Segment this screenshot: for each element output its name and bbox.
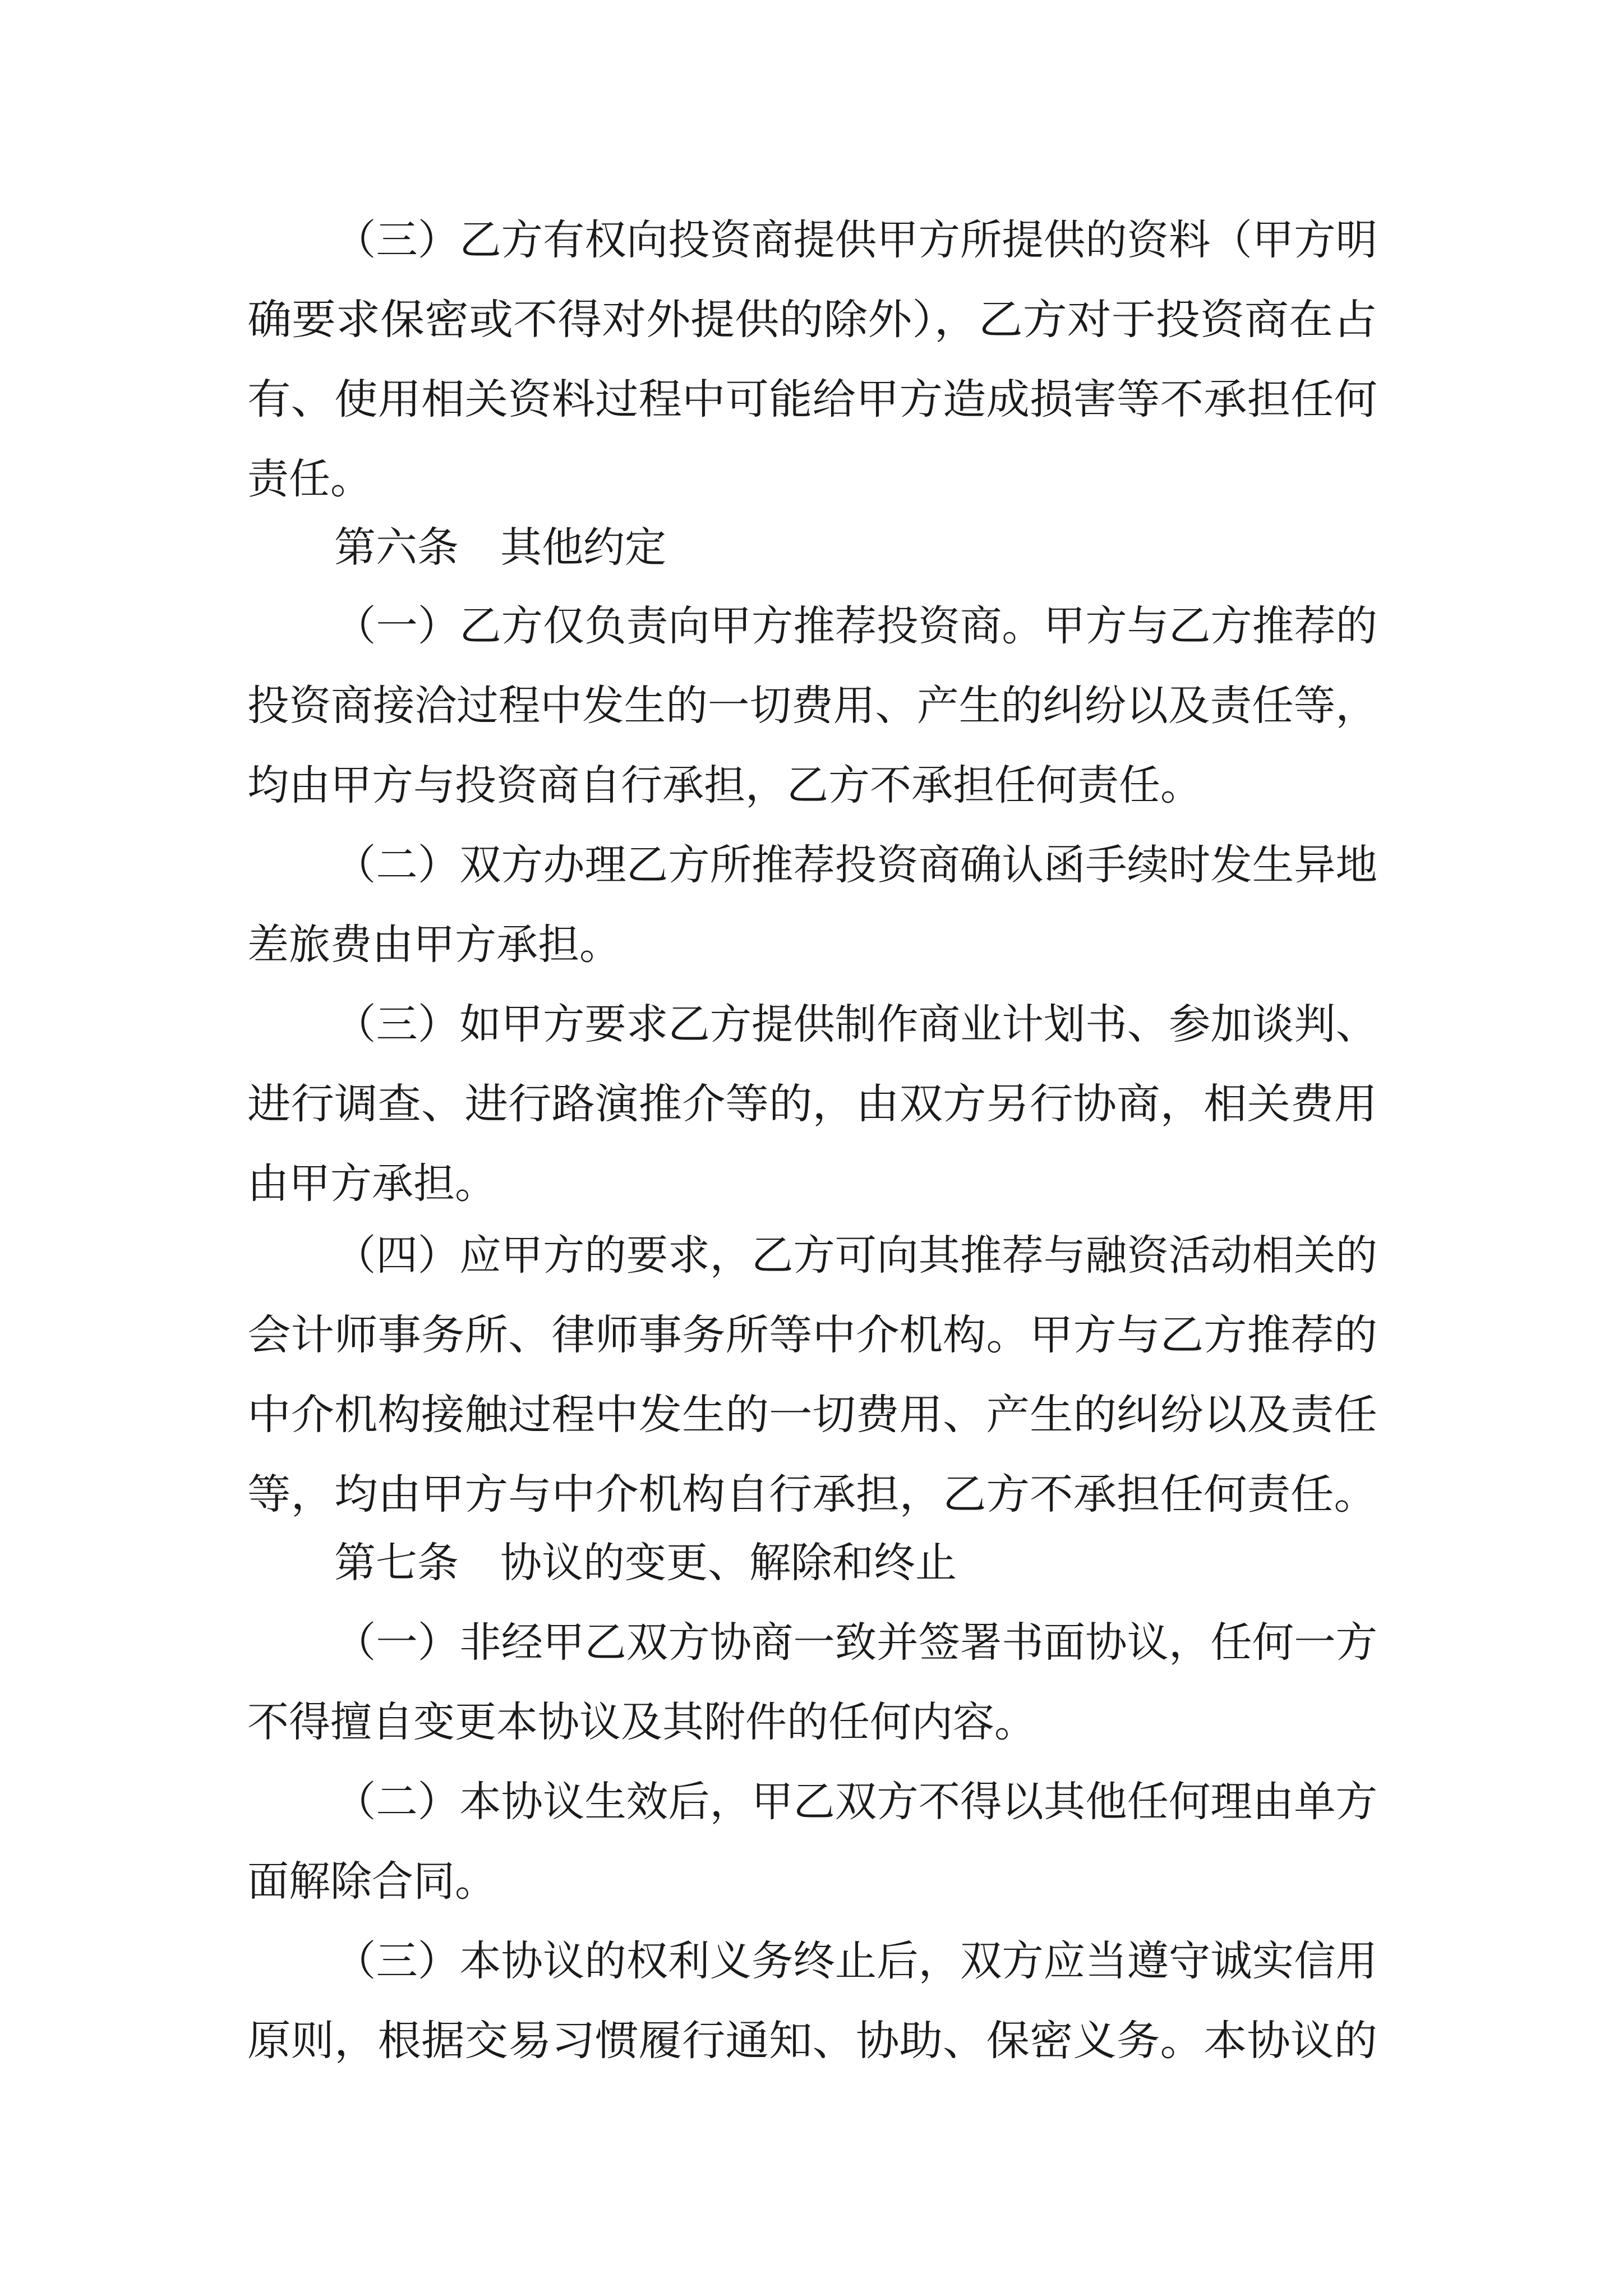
- text-line-7: 投资商接洽过程中发生的一切费用、产生的纠纷以及责任等，: [247, 682, 1377, 730]
- text-line-6: （一）乙方仅负责向甲方推荐投资商。甲方与乙方推荐的: [334, 602, 1377, 650]
- text-line-21: （二）本协议生效后，甲乙双方不得以其他任何理由单方: [334, 1778, 1377, 1826]
- section-heading-6: 第六条 其他约定: [334, 523, 666, 572]
- text-line-24: 原则，根据交易习惯履行通知、协助、保密义务。本协议的: [247, 2017, 1378, 2065]
- text-line-4: 责任。: [247, 455, 372, 503]
- text-line-14: （四）应甲方的要求，乙方可向其推荐与融资活动相关的: [334, 1231, 1377, 1280]
- text-line-17: 等，均由甲方与中介机构自行承担，乙方不承担任何责任。: [247, 1470, 1378, 1519]
- text-line-3: 有、使用相关资料过程中可能给甲方造成损害等不承担任何: [247, 375, 1378, 424]
- text-line-19: （一）非经甲乙双方协商一致并签署书面协议，任何一方: [334, 1618, 1377, 1667]
- text-line-2: 确要求保密或不得对外提供的除外），乙方对于投资商在占: [247, 296, 1377, 344]
- text-line-9: （二）双方办理乙方所推荐投资商确认函手续时发生异地: [334, 841, 1377, 889]
- text-line-10: 差旅费由甲方承担。: [247, 921, 621, 969]
- text-line-16: 中介机构接触过程中发生的一切费用、产生的纠纷以及责任: [247, 1391, 1378, 1439]
- text-line-12: 进行调查、进行路演推介等的，由双方另行协商，相关费用: [247, 1080, 1378, 1128]
- text-line-15: 会计师事务所、律师事务所等中介机构。甲方与乙方推荐的: [247, 1311, 1378, 1359]
- text-line-20: 不得擅自变更本协议及其附件的任何内容。: [247, 1698, 1036, 1746]
- text-line-23: （三）本协议的权利义务终止后，双方应当遵守诚实信用: [334, 1937, 1377, 1985]
- text-line-1: （三）乙方有权向投资商提供甲方所提供的资料（甲方明: [334, 216, 1377, 264]
- text-line-13: 由甲方承担。: [247, 1159, 496, 1208]
- text-line-8: 均由甲方与投资商自行承担，乙方不承担任何责任。: [247, 761, 1202, 809]
- text-line-22: 面解除合同。: [247, 1857, 496, 1906]
- text-line-11: （三）如甲方要求乙方提供制作商业计划书、参加谈判、: [334, 1000, 1377, 1048]
- section-heading-7: 第七条 协议的变更、解除和终止: [334, 1539, 957, 1587]
